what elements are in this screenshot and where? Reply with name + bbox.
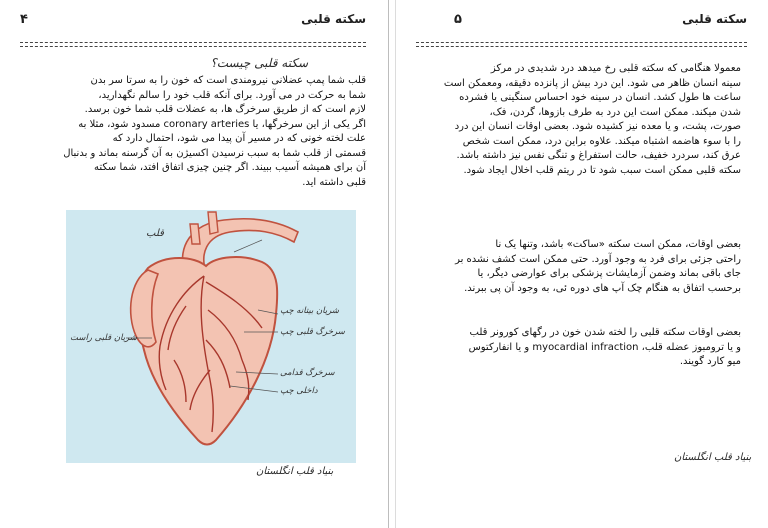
diagram-label: شریان قلبی راست (70, 333, 137, 343)
signature: بنیاد قلب انگلستان (256, 466, 334, 477)
diagram-label: داخلی چپ (280, 386, 318, 396)
diagram-label: شریان بیتانه چپ (280, 306, 340, 316)
header-title: سکته قلبی (301, 12, 366, 26)
header-rule (20, 46, 366, 47)
signature: بنیاد قلب انگلستان (674, 452, 752, 463)
diagram-label: سرخرگ قدامی (280, 368, 335, 378)
header-rule (416, 42, 747, 43)
vessel-branch (208, 212, 218, 234)
section-heading: سکته قلبی چیست؟ (210, 56, 308, 70)
paragraph-2: بعضی اوقات، ممکن است سکته «ساکت» باشد، وتنها یک نا راحتی جزئی برای فرد به وجود آورد. حتی ممکن است کشف نشده بر جای باقی بماند وضمن آزمایشات پزشکی برای عوارضی دیگر، یا برحسب اتفاق به هنگام چک آپ های دوره ئی، به وجود آن پی ببرند. (455, 239, 741, 294)
paragraph-1: معمولا هنگامی که سکته قلبی رخ میدهد درد شدیدی در مرکز سینه انسان ظاهر می شود. این درد بیش از پانزده دقیقه، ومعمکن است ساعت ها طول کشد. انسان در سینه خود احساس سنگینی یا فشرده شدن میکند. ممکن است این درد به طرف بازوها، گردن، فک، صورت، پشت، و یا معده نیز کشیده شود. بعضی اوقات انسان این درد را با سوء هاضمه اشتباه میکند. علاوه براین درد، ممکن است شخص عرق کند، سردرد خفیف، حالت استفراغ و تنگی نفس نیز داشته باشد. سکته قلبی ممکن است سبب شود تا در ریتم قلب اخلال ایجاد شود. (443, 63, 741, 176)
pulmonary-trunk (190, 224, 200, 244)
body-text: قلب شما پمپ عضلانی نیرومندی است که خون را به سرتا سر بدن شما به حرکت در می آورد. برای آنکه قلب خود را سالم نگهدارید، لازم است که از طریق سرخرگ ها، به عضلات قلب شما خون برسد. اگر یکی از این سرخرگها، یا coronary arteries مسدود شود، مثلا به علت لخته خونی که در مسیر آن پیدا می شود، احتمال دارد که قسمتی از قلب شما به سبب نرسیدن اکسیژن به آن گرسنه بماند و بدنبال آن برای همیشه آسیب ببیند. اگر چنین چیزی اتفاق افتد، شما سکته قلبی داشته اید. (63, 75, 366, 188)
page-number: ۵ (454, 12, 462, 27)
header-rule (416, 46, 747, 47)
page-header (416, 12, 747, 34)
paragraph-3: بعضی اوقات سکته قلبی را لخته شدن خون در رگهای کورونر قلب و یا ترومبوز عضله قلب، myocardial infraction و یا انفارکتوس میو کارد گویند. (468, 327, 741, 367)
page-number: ۴ (20, 12, 28, 27)
right-page (395, 0, 768, 528)
header-rule (20, 42, 366, 43)
diagram-label: سرخرگ قلبی چپ (280, 327, 345, 337)
header-title: سکته قلبی (682, 12, 747, 26)
page-header (20, 12, 366, 34)
heart-body (138, 257, 278, 444)
diagram-label: قلب (146, 228, 164, 239)
